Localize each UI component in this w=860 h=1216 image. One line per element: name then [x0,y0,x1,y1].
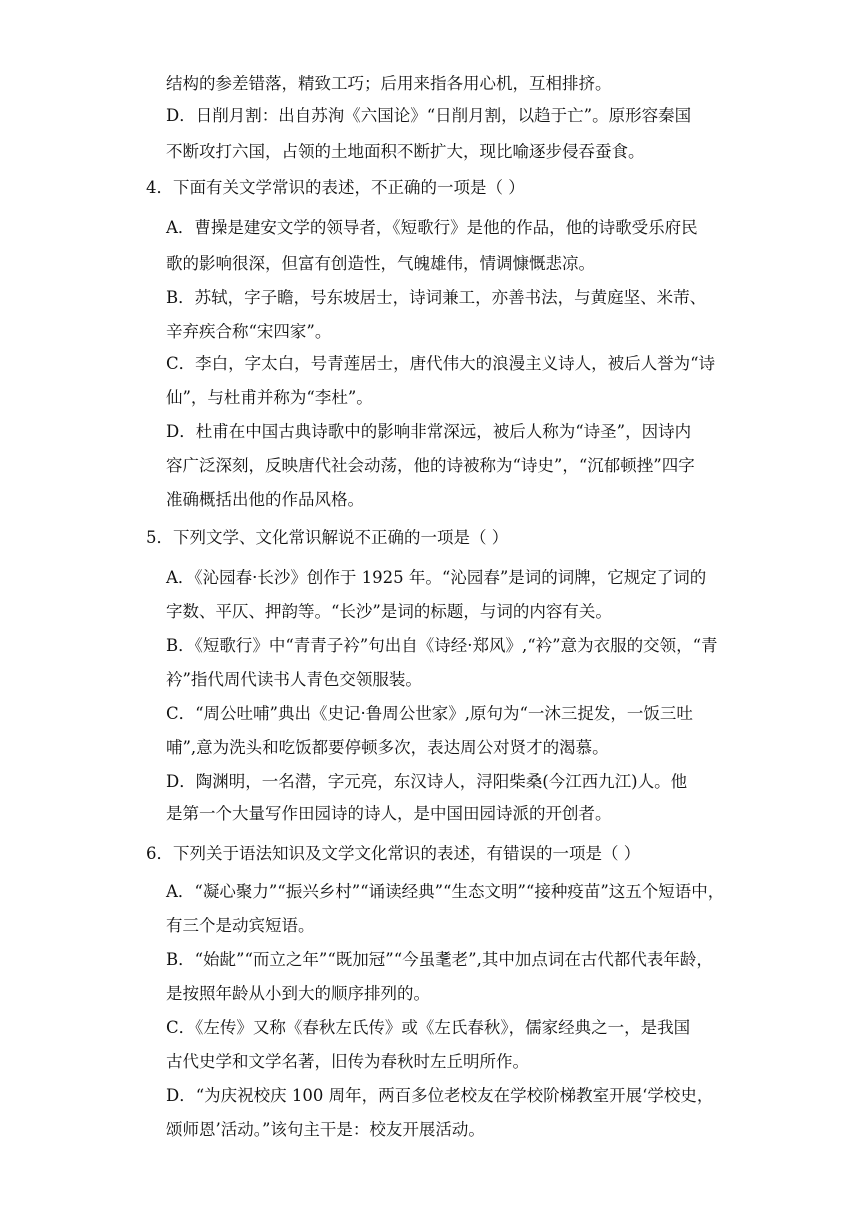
q4-option-c: C．李白，字太白，号青莲居士，唐代伟大的浪漫主义诗人，被后人誉为“诗 [166,354,716,373]
q6-option-d-continued: 颂师恩’活动。”该句主干是：校友开展活动。 [166,1120,485,1139]
q6-option-b-continued: 是按照年龄从小到大的顺序排列的。 [166,984,430,1003]
q6-option-a-continued: 有三个是动宾短语。 [166,916,315,935]
q4-option-d: D．杜甫在中国古典诗歌中的影响非常深远，被后人称为“诗圣”，因诗内 [166,422,692,441]
q5-option-d: D．陶渊明，一名潜，字元亮，东汉诗人，浔阳柴桑(今江西九江)人。他 [166,772,688,791]
q4-option-a: A．曹操是建安文学的领导者，《短歌行》是他的作品，他的诗歌受乐府民 [166,218,698,237]
q5-option-d-continued: 是第一个大量写作田园诗的诗人，是中国田园诗派的开创者。 [166,804,612,823]
q3-option-d-continued: 不断攻打六国，占领的土地面积不断扩大，现比喻逐步侵吞蚕食。 [166,142,645,161]
question-5: 5．下列文学、文化常识解说不正确的一项是（ ） [146,528,509,547]
q4-option-a-continued: 歌的影响很深，但富有创造性，气魄雄伟，情调慷慨悲凉。 [166,254,595,273]
q4-option-d-continued: 容广泛深刻，反映唐代社会动荡，他的诗被称为“诗史”，“沉郁顿挫”四字 [166,456,695,475]
q5-option-b-continued: 衿”指代周代读书人青色交领服装。 [166,670,422,689]
question-6: 6．下列关于语法知识及文学文化常识的表述，有错误的一项是（ ） [146,844,641,863]
q4-option-d-continued: 准确概括出他的作品风格。 [166,490,364,509]
q3-option-d: D．日削月割：出自苏洵《六国论》“日削月割，以趋于亡”。原形容秦国 [166,106,692,125]
q6-option-b: B．“始龀”“而立之年”“既加冠”“今虽耄老”,其中加点词在古代都代表年龄， [166,950,713,969]
q5-option-c: C．“周公吐哺”典出《史记·鲁周公世家》,原句为“一沐三捉发，一饭三吐 [166,704,693,723]
q5-option-a: A．《沁园春·长沙》创作于 1925 年。“沁园春”是词的词牌，它规定了词的 [166,568,707,587]
q6-option-c-continued: 古代史学和文学名著，旧传为春秋时左丘明所作。 [166,1052,529,1071]
q5-option-a-continued: 字数、平仄、押韵等。“长沙”是词的标题，与词的内容有关。 [166,602,612,621]
q4-option-b: B．苏轼，字子瞻，号东坡居士，诗词兼工，亦善书法，与黄庭坚、米芾、 [166,288,707,307]
q6-option-d: D．“为庆祝校庆 100 周年，两百多位老校友在学校阶梯教室开展‘学校史， [166,1086,714,1105]
q4-option-b-continued: 辛弃疾合称“宋四家”。 [166,322,332,341]
q5-option-c-continued: 哺”,意为洗头和吃饭都要停顿多次，表达周公对贤才的渴慕。 [166,738,609,757]
q4-option-c-continued: 仙”，与杜甫并称为“李杜”。 [166,388,373,407]
q6-option-a: A．“凝心聚力”“振兴乡村”“诵读经典”“生态文明”“接种疫苗”这五个短语中， [166,882,725,901]
q5-option-b: B．《短歌行》中“青青子衿”句出自《诗经·郑风》,“衿”意为衣服的交领，“青 [166,636,718,655]
q6-option-c: C．《左传》又称《春秋左氏传》或《左氏春秋》，儒家经典之一，是我国 [166,1018,691,1037]
q3-option-c-continued: 结构的参差错落，精致工巧；后用来指各用心机，互相排挤。 [166,74,612,93]
question-4: 4．下面有关文学常识的表述，不正确的一项是（ ） [146,178,525,197]
